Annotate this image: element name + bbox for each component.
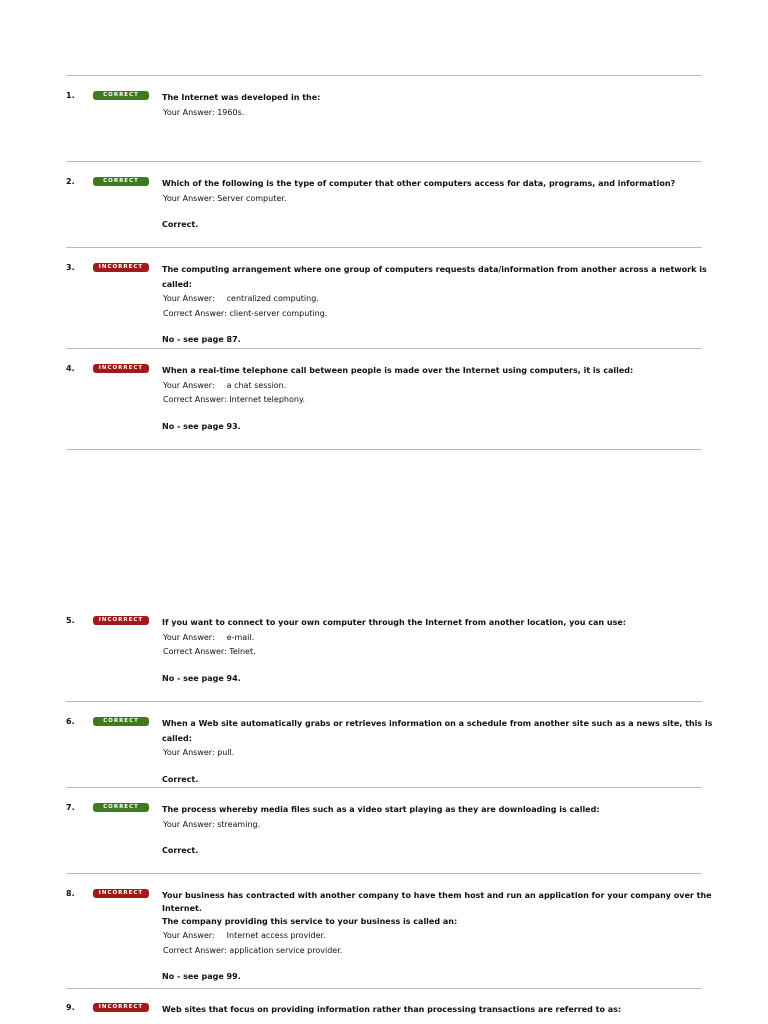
question-text: When a Web site automatically grabs or retrieves information on a schedule from another site such as a news site, this is called: — [162, 719, 713, 743]
your-answer — [162, 818, 722, 833]
your-answer-value: streaming. — [217, 819, 261, 829]
your-answer-value: a chat session. — [226, 380, 287, 390]
question-number: 1. — [66, 91, 75, 100]
question-body — [162, 91, 722, 120]
question-body — [162, 177, 722, 233]
your-answer-label: Your Answer: — [163, 294, 215, 303]
your-answer — [162, 379, 722, 394]
question-text: The process whereby media files such as a video start playing as they are downloading is called: — [162, 805, 600, 814]
divider — [66, 348, 702, 349]
divider — [66, 161, 702, 162]
divider — [66, 701, 702, 702]
your-answer — [162, 106, 722, 121]
status-badge: CORRECT — [93, 717, 149, 726]
divider — [66, 787, 702, 788]
correct-answer-value: Telnet. — [229, 647, 256, 656]
your-answer — [162, 192, 722, 207]
feedback-text: No - see page 99. — [162, 972, 241, 981]
question-number: 5. — [66, 616, 75, 625]
your-answer — [162, 292, 722, 307]
status-badge: CORRECT — [93, 803, 149, 812]
status-badge: CORRECT — [93, 177, 149, 186]
status-badge: CORRECT — [93, 91, 149, 100]
divider — [66, 873, 702, 874]
correct-answer — [162, 393, 722, 408]
question-text: Your business has contracted with another company to have them host and run an application for your company over the Internet. — [162, 891, 712, 913]
question-number: 9. — [66, 1003, 75, 1012]
feedback-text: No - see page 93. — [162, 421, 241, 431]
question-text: Web sites that focus on providing information rather than processing transactions are referred to as: — [162, 1005, 622, 1014]
question-text: The company providing this service to your business is called an: — [162, 917, 458, 926]
your-answer-label: Your Answer: — [163, 931, 215, 940]
feedback-text: Correct. — [162, 774, 199, 784]
correct-answer — [162, 645, 722, 660]
divider — [66, 988, 702, 989]
question-number: 7. — [66, 803, 75, 812]
your-answer-value: centralized computing. — [226, 294, 319, 303]
your-answer-value: 1960s. — [217, 107, 245, 117]
your-answer — [162, 928, 722, 943]
question-body — [162, 717, 722, 787]
correct-answer — [162, 307, 722, 322]
question-body — [162, 263, 722, 348]
correct-answer-label: Correct Answer: — [163, 946, 227, 955]
divider — [66, 449, 702, 450]
your-answer-value: pull. — [217, 748, 235, 757]
question-body — [162, 616, 722, 686]
question-number: 8. — [66, 889, 75, 898]
your-answer-label: Your Answer: — [163, 819, 215, 829]
divider — [66, 247, 702, 248]
question-body — [162, 1003, 722, 1018]
correct-answer-label: Correct Answer: — [163, 395, 227, 404]
correct-answer-value: client-server computing. — [229, 308, 328, 318]
status-badge: INCORRECT — [93, 263, 149, 272]
correct-answer-label: Correct Answer: — [163, 308, 227, 318]
question-number: 4. — [66, 364, 75, 373]
question-number: 6. — [66, 717, 75, 726]
status-badge: INCORRECT — [93, 1003, 149, 1012]
correct-answer-label: Correct Answer: — [163, 647, 227, 656]
question-text: If you want to connect to your own computer through the Internet from another location, you can use: — [162, 618, 626, 627]
question-body — [162, 364, 722, 434]
question-text: The Internet was developed in the: — [162, 93, 321, 102]
your-answer-value: Internet access provider. — [226, 931, 326, 940]
correct-answer-value: application service provider. — [229, 946, 343, 955]
feedback-text: Correct. — [162, 846, 199, 855]
your-answer-label: Your Answer: — [163, 748, 215, 757]
question-number: 2. — [66, 177, 75, 186]
question-text: Which of the following is the type of computer that other computers access for data, programs, and information? — [162, 179, 676, 188]
status-badge: INCORRECT — [93, 889, 149, 898]
your-answer-label: Your Answer: — [163, 107, 215, 117]
feedback-text: No - see page 87. — [162, 335, 241, 344]
your-answer-label: Your Answer: — [163, 193, 215, 203]
feedback-text: Correct. — [162, 220, 199, 229]
your-answer-label: Your Answer: — [163, 632, 215, 642]
question-body — [162, 803, 722, 859]
feedback-text: No - see page 94. — [162, 673, 241, 683]
status-badge: INCORRECT — [93, 616, 149, 625]
correct-answer — [162, 943, 722, 958]
your-answer — [162, 631, 722, 646]
correct-answer-value: Internet telephony. — [229, 395, 306, 404]
your-answer — [162, 746, 722, 761]
question-body — [162, 889, 722, 983]
question-text: The computing arrangement where one group of computers requests data/information from another across a network is called: — [162, 265, 707, 289]
divider — [66, 75, 702, 76]
question-number: 3. — [66, 263, 75, 272]
your-answer-value: Server computer. — [217, 193, 287, 203]
your-answer-label: Your Answer: — [163, 380, 215, 390]
status-badge: INCORRECT — [93, 364, 149, 373]
your-answer-value: e-mail. — [226, 632, 255, 642]
question-text: When a real-time telephone call between people is made over the Internet using computers, it is called: — [162, 366, 634, 375]
